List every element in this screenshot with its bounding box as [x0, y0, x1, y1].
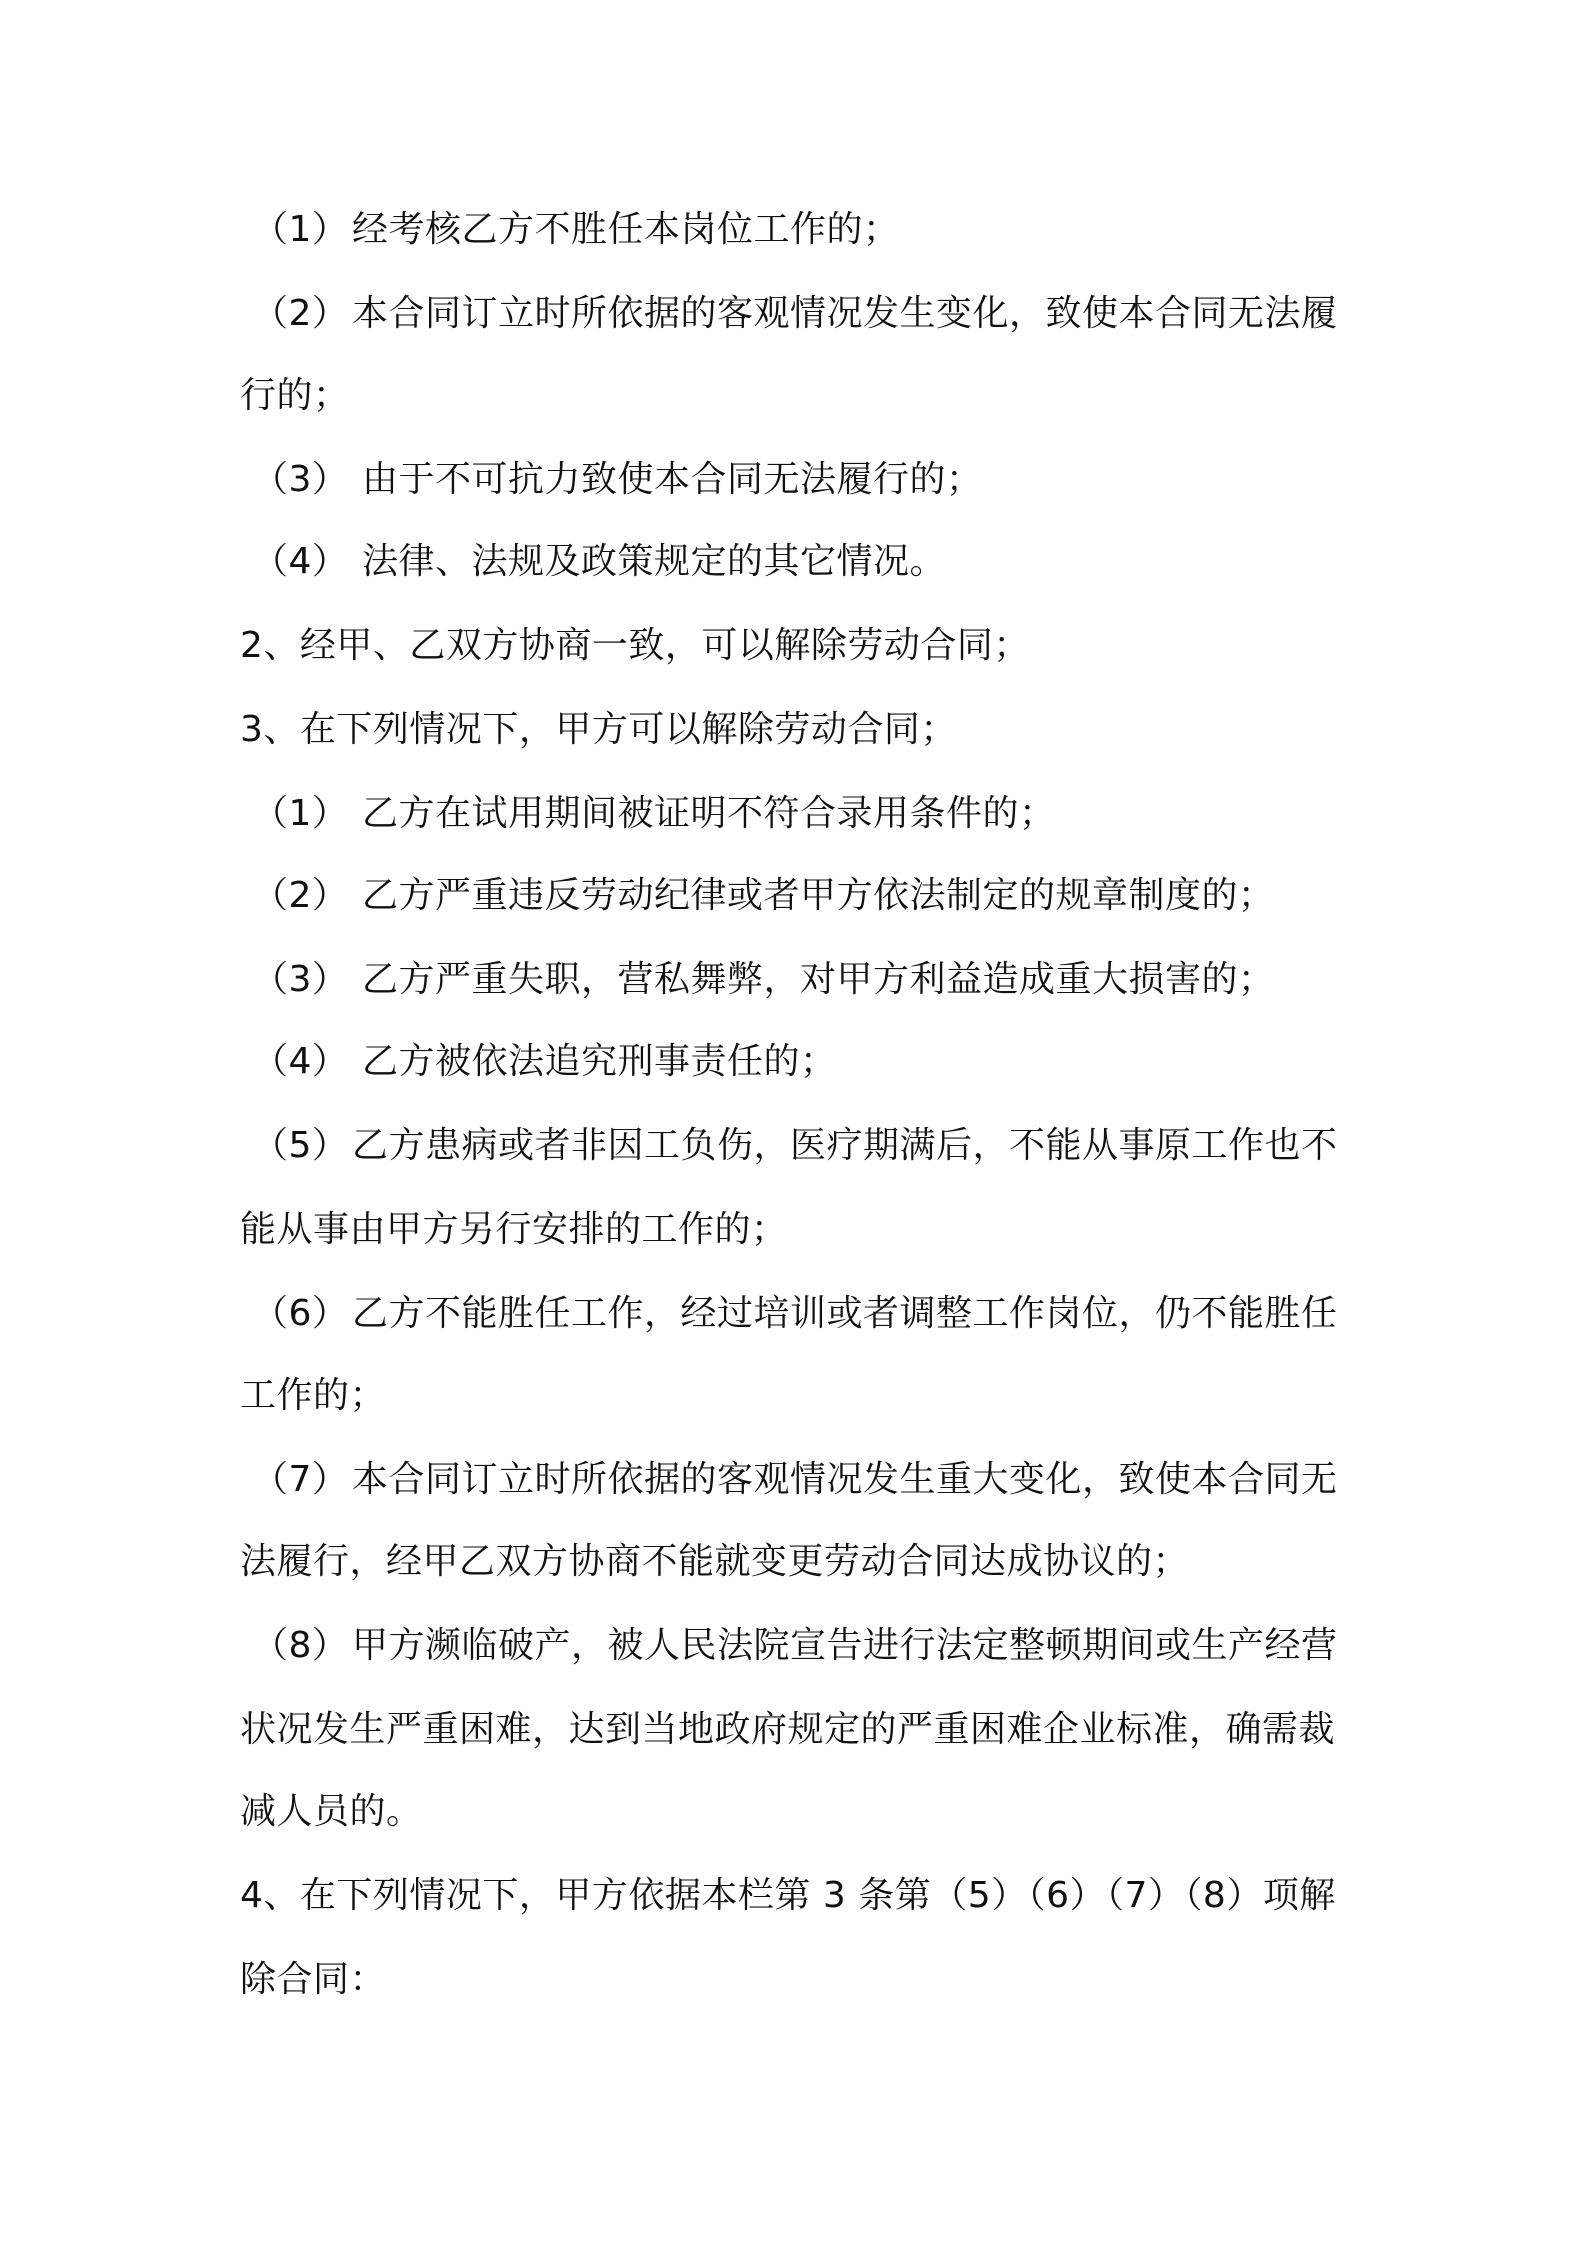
item-text: 乙方在试用期间被证明不符合录用条件的；: [362, 793, 1056, 834]
list-item-continuation: [240, 1538, 1189, 1586]
item-text: 2、经甲、乙双方协商一致，可以解除劳动合同；: [240, 625, 1030, 666]
list-item: [252, 538, 946, 586]
item-text: 除合同：: [240, 1959, 387, 2000]
item-text: 乙方严重违反劳动纪律或者甲方依法制定的规章制度的；: [362, 875, 1275, 916]
list-item-continuation: [240, 1372, 386, 1420]
item-text: 法律、法规及政策规定的其它情况。: [362, 541, 947, 582]
item-text: 能从事由甲方另行安排的工作的；: [240, 1209, 788, 1250]
item-text: 4、在下列情况下，甲方依据本栏第 3 条第（5）（6）（7）（8）项解: [240, 1875, 1336, 1916]
list-item-continuation: [240, 1206, 788, 1254]
item-text: 乙方严重失职，营私舞弊，对甲方利益造成重大损害的；: [362, 959, 1275, 1000]
item-text: 由于不可抗力致使本合同无法履行的；: [362, 459, 983, 500]
item-marker: （2）: [252, 293, 349, 334]
list-item: [252, 1290, 1338, 1338]
item-text: 乙方不能胜任工作，经过培训或者调整工作岗位，仍不能胜任: [352, 1293, 1338, 1334]
item-marker: （5）: [252, 1125, 349, 1166]
item-text: 本合同订立时所依据的客观情况发生重大变化，致使本合同无: [352, 1459, 1338, 1500]
item-text: 工作的；: [240, 1375, 387, 1416]
list-item: [252, 456, 983, 504]
item-marker: （1）: [252, 793, 349, 834]
section-heading-continuation: [240, 1956, 386, 2004]
section-heading: [240, 1872, 1336, 1920]
list-item-continuation: [240, 1706, 1335, 1754]
item-text: 行的；: [240, 375, 350, 416]
list-item: [252, 956, 1275, 1004]
list-item-continuation: [240, 1788, 423, 1836]
item-text: 减人员的。: [240, 1791, 423, 1832]
list-item: [252, 790, 1056, 838]
item-text: 本合同订立时所依据的客观情况发生变化，致使本合同无法履: [352, 293, 1338, 334]
item-text: 乙方被依法追究刑事责任的；: [362, 1041, 837, 1082]
item-marker: （6）: [252, 1293, 349, 1334]
item-marker: （2）: [252, 875, 349, 916]
section-heading: [240, 622, 1030, 670]
item-text: 经考核乙方不胜任本岗位工作的；: [352, 209, 900, 250]
list-item: [252, 1622, 1338, 1670]
item-text: 乙方患病或者非因工负伤，医疗期满后，不能从事原工作也不: [352, 1125, 1338, 1166]
section-heading: [240, 706, 957, 754]
item-text: 法履行，经甲乙双方协商不能就变更劳动合同达成协议的；: [240, 1541, 1190, 1582]
item-marker: （4）: [252, 541, 349, 582]
list-item: [252, 290, 1338, 338]
list-item: [252, 872, 1275, 920]
item-marker: （4）: [252, 1041, 349, 1082]
item-text: 3、在下列情况下，甲方可以解除劳动合同；: [240, 709, 957, 750]
list-item: [252, 1122, 1338, 1170]
list-item: [252, 1038, 837, 1086]
item-marker: （1）: [252, 209, 349, 250]
list-item: [252, 1456, 1338, 1504]
item-text: 甲方濒临破产，被人民法院宣告进行法定整顿期间或生产经营: [352, 1625, 1338, 1666]
item-text: 状况发生严重困难，达到当地政府规定的严重困难企业标准，确需裁: [240, 1709, 1336, 1750]
item-marker: （7）: [252, 1459, 349, 1500]
item-marker: （3）: [252, 959, 349, 1000]
list-item: [252, 206, 900, 254]
item-marker: （8）: [252, 1625, 349, 1666]
item-marker: （3）: [252, 459, 349, 500]
list-item-continuation: [240, 372, 350, 420]
